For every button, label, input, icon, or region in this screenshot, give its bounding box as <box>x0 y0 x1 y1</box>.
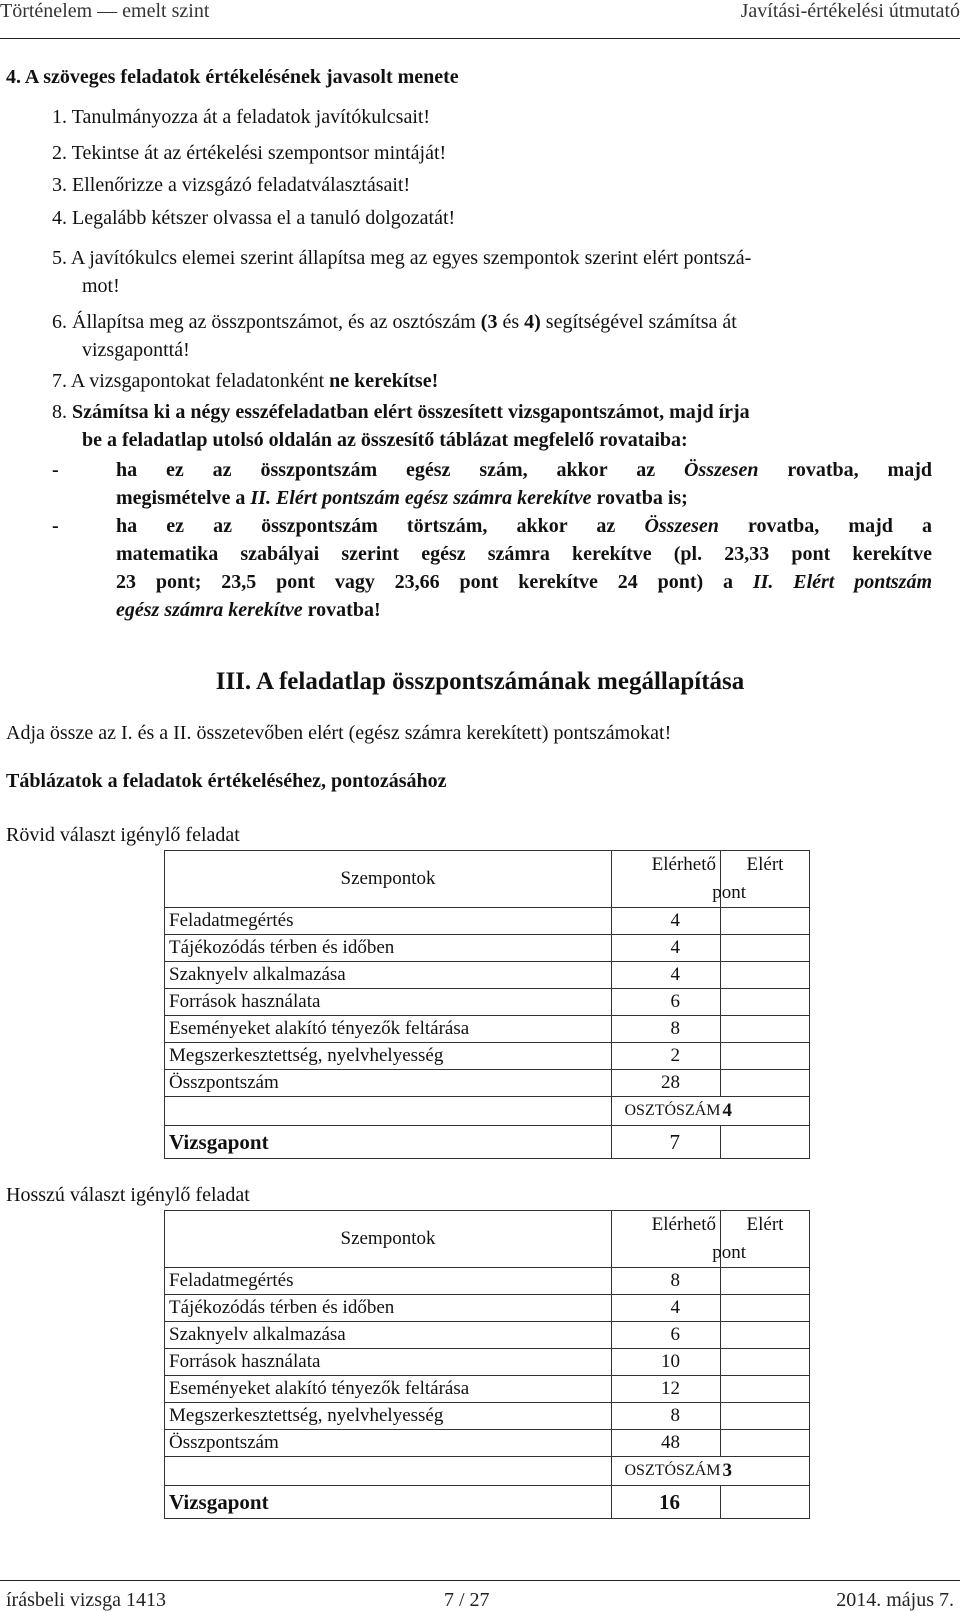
table-row <box>165 1322 810 1349</box>
row-criterion: Szaknyelv alkalmazása <box>165 1322 612 1349</box>
row-criterion: Feladatmegértés <box>165 908 612 935</box>
bullet-text: rovatba! <box>302 599 381 621</box>
header-criteria: Szempontok <box>165 1211 612 1268</box>
bullet-italic: II. Elért pontszám egész számra kerekítve <box>250 487 592 509</box>
row-criterion: Tájékozódás térben és időben <box>165 1295 612 1322</box>
header-achieved: Elért <box>721 1211 810 1268</box>
section-3-title: III. A feladatlap összpontszámának megállapítása <box>215 668 745 695</box>
page-footer <box>0 1580 960 1610</box>
row-achieved-cell[interactable] <box>721 935 810 962</box>
step-6 <box>52 308 737 336</box>
table-row <box>165 1403 810 1430</box>
table-row-total <box>165 1430 810 1457</box>
table-row <box>165 989 810 1016</box>
divisor-empty-cell <box>165 1457 612 1486</box>
bullet-italic: egész számra kerekítve <box>116 599 303 621</box>
divisor-value: 4 <box>721 1097 810 1126</box>
step-number: 1. <box>52 106 67 128</box>
step-1 <box>52 103 430 131</box>
header-doc-type: Javítási-értékelési útmutató <box>740 0 960 22</box>
row-max: 8 <box>612 1016 721 1043</box>
bullet-2-line-2: matematika szabályai szerint egész számra kerekítve (pl. 23,33 pont kerekítve <box>116 543 932 565</box>
divisor-value: 3 <box>721 1457 810 1486</box>
step-5 <box>52 244 751 272</box>
row-max: 6 <box>612 1322 721 1349</box>
row-criterion: Eseményeket alakító tényezők feltárása <box>165 1376 612 1403</box>
row-max: 2 <box>612 1043 721 1070</box>
row-criterion: Összpontszám <box>165 1070 612 1097</box>
section-4-title: 4. A szöveges feladatok értékelésének javasolt menete <box>6 66 459 88</box>
step-text: és <box>497 311 525 333</box>
exam-points-row <box>165 1486 810 1519</box>
row-criterion: Források használata <box>165 989 612 1016</box>
row-criterion: Megszerkesztettség, nyelvhelyesség <box>165 1043 612 1070</box>
bullet-text: megismételve a <box>116 487 251 509</box>
row-max: 6 <box>612 989 721 1016</box>
step-3 <box>52 171 410 199</box>
step-text: Tekintse át az értékelési szempontsor mintáját! <box>71 142 447 164</box>
step-number: 6. <box>52 311 67 333</box>
row-max: 4 <box>612 908 721 935</box>
divisor-label: OSZTÓSZÁM <box>612 1097 721 1126</box>
row-achieved-cell[interactable] <box>721 962 810 989</box>
table-row <box>165 908 810 935</box>
row-achieved-cell[interactable] <box>721 1295 810 1322</box>
row-max: 8 <box>612 1403 721 1430</box>
divisor-3: (3 <box>480 311 498 333</box>
row-achieved-cell[interactable] <box>721 1043 810 1070</box>
step-emphasis: ne kerekítse! <box>329 370 439 392</box>
step-8 <box>52 398 750 426</box>
bullet-text: rovatba, majd <box>758 459 932 481</box>
step-7 <box>52 367 438 395</box>
divisor-label: OSZTÓSZÁM <box>612 1457 721 1486</box>
bullet-1-line-1 <box>116 456 932 484</box>
short-task-caption: Rövid választ igénylő feladat <box>6 824 240 846</box>
header-max-label-2: pont <box>712 1242 746 1263</box>
step-4 <box>52 204 455 232</box>
bullet-dash: - <box>52 515 59 537</box>
table-row <box>165 1268 810 1295</box>
table-row <box>165 1349 810 1376</box>
header-max-label: Elérhető <box>651 1214 716 1235</box>
step-2 <box>52 139 446 167</box>
step-text: Számítsa ki a négy esszéfeladatban elért összesített vizsgapontszámot, majd írja <box>72 401 750 423</box>
row-max: 4 <box>612 935 721 962</box>
row-criterion: Összpontszám <box>165 1430 612 1457</box>
row-max: 8 <box>612 1268 721 1295</box>
bullet-italic: Összesen <box>684 459 759 481</box>
bullet-text: 23 pont; 23,5 pont vagy 23,66 pont kerekítve 24 pont) a <box>116 571 753 593</box>
row-max: 4 <box>612 1295 721 1322</box>
step-text: segítségével számítsa át <box>540 311 737 333</box>
short-task-table <box>164 850 810 1159</box>
step-text: A vizsgapontokat feladatonként <box>70 370 330 392</box>
bullet-2-line-3 <box>116 568 932 596</box>
step-text: Állapítsa meg az összpontszámot, és az osztószám <box>72 311 481 333</box>
row-achieved-cell[interactable] <box>721 1349 810 1376</box>
step-number: 8. <box>52 401 67 423</box>
step-6-cont <box>82 336 190 364</box>
table-row-total <box>165 1070 810 1097</box>
step-number: 7. <box>52 370 67 392</box>
step-number: 4. <box>52 207 67 229</box>
exam-points-achieved-cell[interactable] <box>721 1486 810 1519</box>
bullet-1-line-2 <box>116 484 688 512</box>
step-number: 3. <box>52 174 67 196</box>
row-achieved-cell[interactable] <box>721 1268 810 1295</box>
bullet-2-line-1 <box>116 512 932 540</box>
step-text: A javítókulcs elemei szerint állapítsa meg az egyes szempontok szerint elért pontszá- <box>70 247 752 269</box>
row-criterion: Szaknyelv alkalmazása <box>165 962 612 989</box>
table-row <box>165 935 810 962</box>
step-5-cont <box>82 272 120 300</box>
divisor-row <box>165 1097 810 1126</box>
row-criterion: Megszerkesztettség, nyelvhelyesség <box>165 1403 612 1430</box>
page-header <box>0 0 960 39</box>
divisor-empty-cell <box>165 1097 612 1126</box>
bullet-text: rovatba, majd a <box>718 515 932 537</box>
bullet-italic: Összesen <box>644 515 719 537</box>
footer-page-number: 7 / 27 <box>444 1589 490 1611</box>
exam-points-label: Vizsgapont <box>165 1126 612 1159</box>
exam-points-row <box>165 1126 810 1159</box>
header-criteria: Szempontok <box>165 851 612 908</box>
row-criterion: Feladatmegértés <box>165 1268 612 1295</box>
exam-points-value: 7 <box>612 1126 721 1159</box>
step-text-continued: vizsgaponttá! <box>82 339 190 361</box>
table-row <box>165 962 810 989</box>
row-achieved-cell[interactable] <box>721 989 810 1016</box>
table-row <box>165 1376 810 1403</box>
table-header-row <box>165 851 810 908</box>
exam-points-value: 16 <box>612 1486 721 1519</box>
row-achieved-cell[interactable] <box>721 1430 810 1457</box>
row-max: 10 <box>612 1349 721 1376</box>
bullet-italic: II. Elért pontszám <box>752 571 932 593</box>
step-text-continued: be a feladatlap utolsó oldalán az összesítő táblázat megfelelő rovataiba: <box>82 429 688 451</box>
row-achieved-cell[interactable] <box>721 908 810 935</box>
bullet-dash: - <box>52 459 59 481</box>
header-max-points <box>612 1211 746 1268</box>
step-text: Tanulmányozza át a feladatok javítókulcsait! <box>71 106 431 128</box>
step-number: 2. <box>52 142 67 164</box>
row-criterion: Tájékozódás térben és időben <box>165 935 612 962</box>
header-subject: Történelem — emelt szint <box>0 0 210 22</box>
long-task-caption: Hosszú választ igénylő feladat <box>6 1184 250 1206</box>
header-max-points <box>612 851 746 908</box>
row-achieved-cell[interactable] <box>721 1322 810 1349</box>
header-max-label: Elérhető <box>651 854 716 875</box>
row-achieved-cell[interactable] <box>721 1070 810 1097</box>
row-max: 28 <box>612 1070 721 1097</box>
bullet-text: ha ez az összpontszám törtszám, akkor az <box>116 515 645 537</box>
header-achieved: Elért <box>721 851 810 908</box>
step-text: Ellenőrizze a vizsgázó feladatválasztásait! <box>72 174 411 196</box>
instruction-text: Adja össze az I. és a II. összetevőben elért (egész számra kerekített) pontszámokat! <box>6 722 672 744</box>
divisor-4: 4) <box>524 311 541 333</box>
step-text-continued: mot! <box>82 275 120 297</box>
row-criterion: Eseményeket alakító tényezők feltárása <box>165 1016 612 1043</box>
divisor-row <box>165 1457 810 1486</box>
row-criterion: Források használata <box>165 1349 612 1376</box>
bullet-2-line-4 <box>116 596 381 624</box>
exam-points-achieved-cell[interactable] <box>721 1126 810 1159</box>
table-row <box>165 1016 810 1043</box>
footer-date: 2014. május 7. <box>836 1589 954 1611</box>
step-number: 5. <box>52 247 67 269</box>
tables-heading: Táblázatok a feladatok értékeléséhez, pontozásához <box>6 770 447 792</box>
row-max: 48 <box>612 1430 721 1457</box>
bullet-text: rovatba is; <box>591 487 688 509</box>
table-row <box>165 1295 810 1322</box>
step-8-cont <box>82 426 688 454</box>
row-achieved-cell[interactable] <box>721 1016 810 1043</box>
long-task-table <box>164 1210 810 1519</box>
table-header-row <box>165 1211 810 1268</box>
bullet-text: ha ez az összpontszám egész szám, akkor az <box>116 459 684 481</box>
header-max-label-2: pont <box>712 882 746 903</box>
step-text: Legalább kétszer olvassa el a tanuló dolgozatát! <box>72 207 456 229</box>
exam-points-label: Vizsgapont <box>165 1486 612 1519</box>
table-row <box>165 1043 810 1070</box>
row-achieved-cell[interactable] <box>721 1376 810 1403</box>
footer-exam-code: írásbeli vizsga 1413 <box>6 1589 166 1611</box>
row-max: 4 <box>612 962 721 989</box>
row-achieved-cell[interactable] <box>721 1403 810 1430</box>
row-max: 12 <box>612 1376 721 1403</box>
